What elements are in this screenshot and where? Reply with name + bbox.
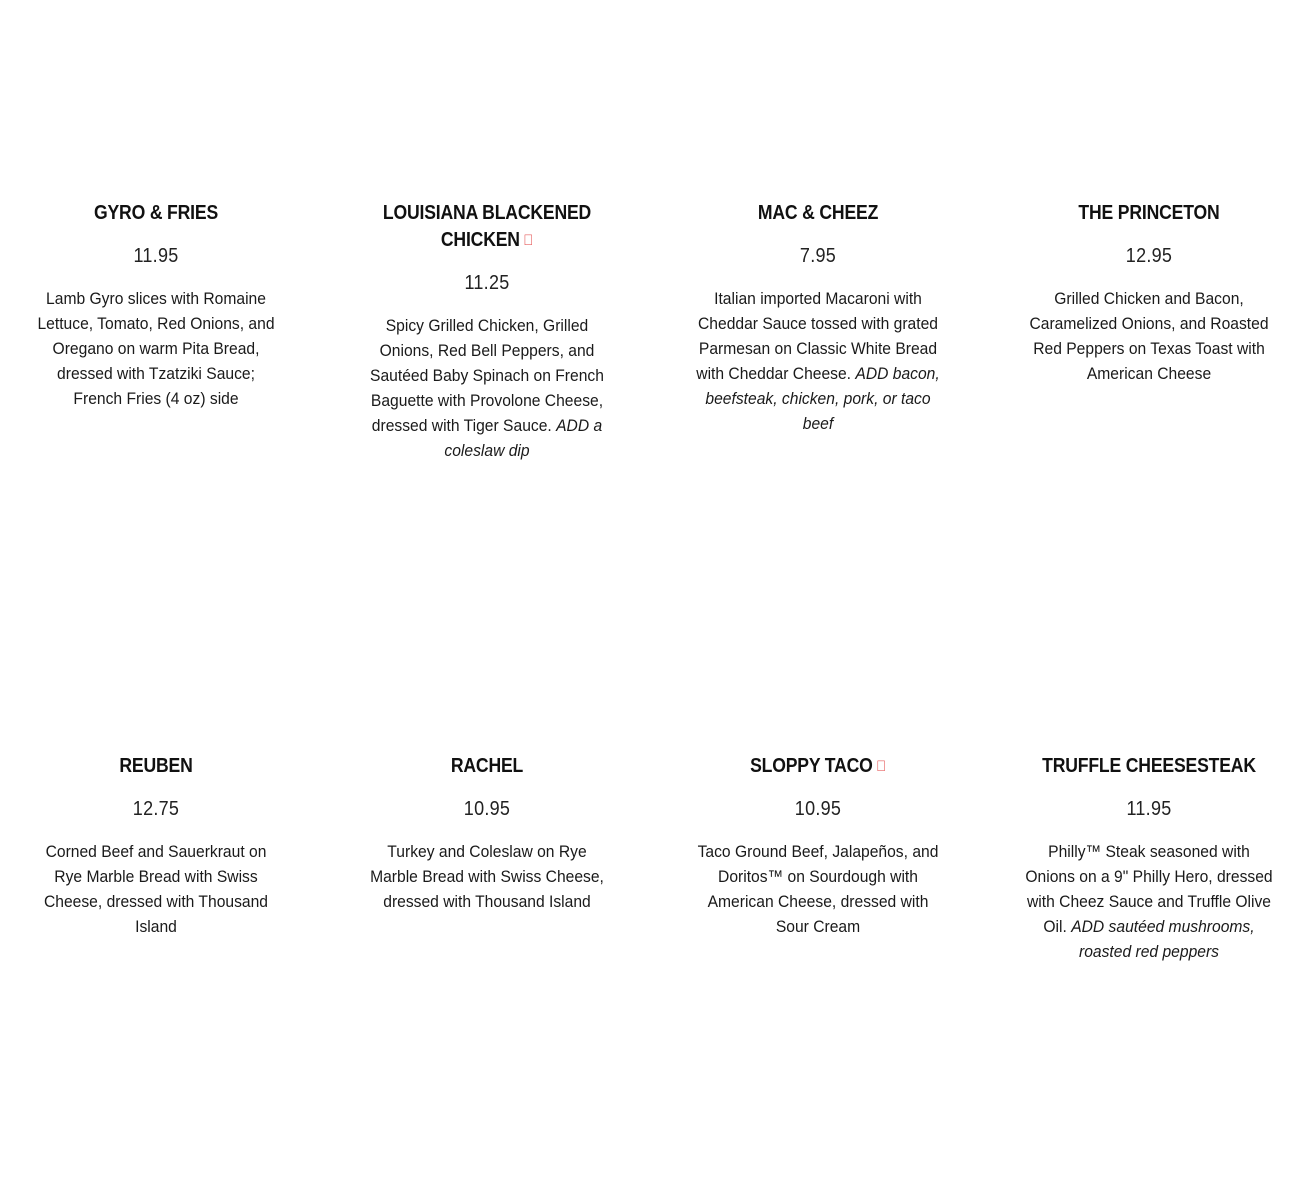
item-name-text: RACHEL — [450, 755, 524, 777]
item-name-text: SLOPPY TACO — [750, 755, 873, 777]
item-description-text: Italian imported Macaroni with Cheddar Sauce tossed with grated Parmesan on Classic White Bread with Cheddar Cheese. — [696, 289, 938, 383]
item-name — [37, 200, 275, 227]
item-price: 11.25 — [464, 272, 510, 294]
menu-item-rachel — [352, 753, 622, 914]
item-price: 10.95 — [794, 798, 842, 820]
menu-item-louisiana-blackened-chicken — [352, 200, 622, 463]
item-price: 7.95 — [799, 245, 837, 267]
item-name — [37, 753, 275, 780]
item-price: 11.95 — [1126, 798, 1172, 820]
item-description-text: Corned Beef and Sauerkraut on Rye Marble Bread with Swiss Cheese, dressed with Thousand Island — [43, 842, 269, 936]
item-name — [368, 753, 606, 780]
item-description — [1025, 839, 1273, 964]
item-price: 12.75 — [132, 798, 180, 820]
item-name — [1030, 753, 1268, 780]
menu-item-the-princeton — [1014, 200, 1284, 386]
menu-item-sloppy-taco — [683, 753, 953, 939]
item-description — [32, 839, 280, 939]
item-name-text: REUBEN — [119, 755, 193, 777]
item-name-text: GYRO & FRIES — [93, 202, 219, 224]
spicy-pepper-icon — [876, 758, 886, 775]
item-description — [32, 286, 280, 411]
item-name-text: THE PRINCETON — [1078, 202, 1220, 224]
menu-item-mac-cheez — [683, 200, 953, 436]
item-add-on: ADD sautéed mushrooms, roasted red peppers — [1071, 917, 1255, 961]
item-name — [1030, 200, 1268, 227]
item-name — [699, 200, 937, 227]
item-description — [363, 313, 611, 463]
menu-item-gyro-fries — [21, 200, 291, 411]
item-description-text: Turkey and Coleslaw on Rye Marble Bread with Swiss Cheese, dressed with Thousand Island — [370, 842, 604, 911]
item-description-text: Grilled Chicken and Bacon, Caramelized Onions, and Roasted Red Peppers on Texas Toast with American Cheese — [1029, 289, 1269, 383]
item-name — [368, 200, 606, 254]
spicy-pepper-icon — [523, 232, 533, 249]
menu-item-reuben — [21, 753, 291, 939]
item-name-text: TRUFFLE CHEESESTEAK — [1042, 755, 1256, 777]
menu-item-truffle-cheesesteak — [1014, 753, 1284, 964]
item-name-text: MAC & CHEEZ — [757, 202, 879, 224]
item-description — [1025, 286, 1273, 386]
item-description-text: Philly™ Steak seasoned with Onions on a 9" Philly Hero, dressed with Cheez Sauce and Truffle Olive Oil. — [1025, 842, 1273, 936]
item-price: 12.95 — [1125, 245, 1173, 267]
item-description-text: Spicy Grilled Chicken, Grilled Onions, Red Bell Peppers, and Sautéed Baby Spinach on French Baguette with Provolone Cheese, dressed with Tiger Sauce. — [370, 316, 604, 435]
item-description-text: Lamb Gyro slices with Romaine Lettuce, Tomato, Red Onions, and Oregano on warm Pita Bread, dressed with Tzatziki Sauce; French Fries (4 oz) side — [37, 289, 275, 408]
item-add-on: ADD a coleslaw dip — [444, 416, 603, 460]
item-add-on: ADD bacon, beefsteak, chicken, pork, or taco beef — [705, 364, 940, 433]
item-description-text: Taco Ground Beef, Jalapeños, and Doritos™ on Sourdough with American Cheese, dressed with Sour Cream — [697, 842, 939, 936]
item-name — [699, 753, 937, 780]
item-description — [694, 839, 942, 939]
item-price: 10.95 — [463, 798, 511, 820]
item-price: 11.95 — [133, 245, 179, 267]
item-description — [694, 286, 942, 436]
item-name-text: LOUISIANA BLACKENED CHICKEN — [382, 202, 592, 251]
item-description — [363, 839, 611, 914]
